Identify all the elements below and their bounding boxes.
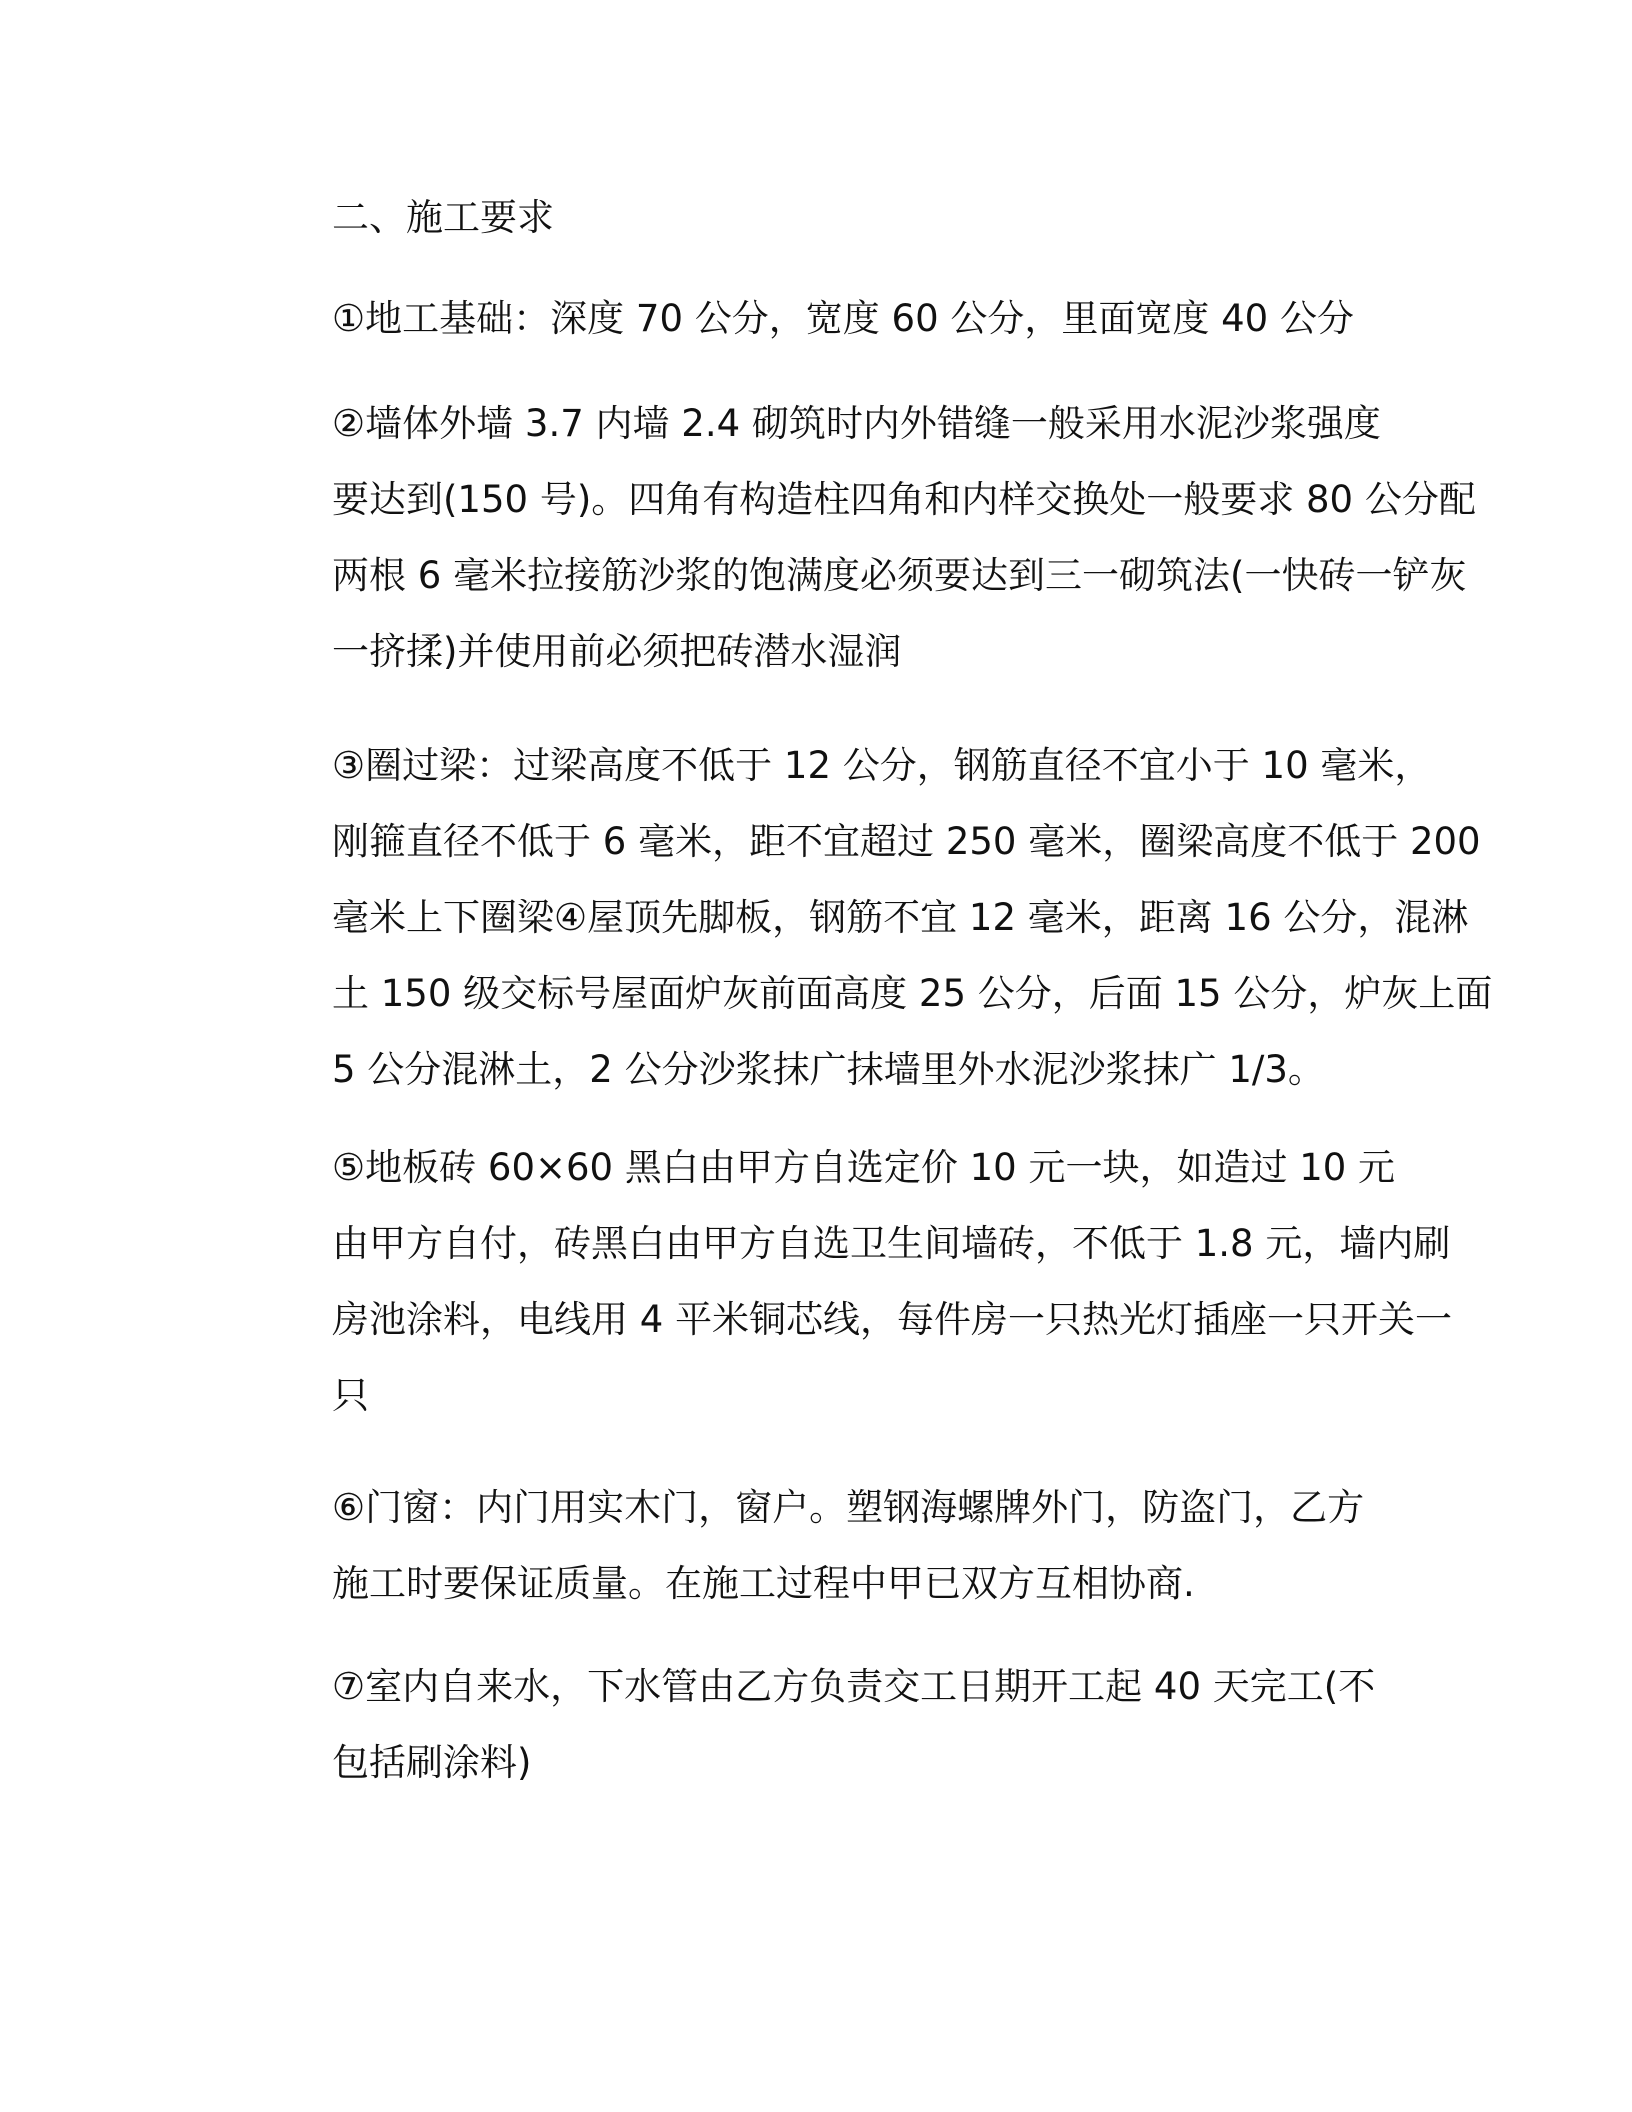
text-line: 一挤揉)并使用前必须把砖潜水湿润	[332, 630, 902, 673]
paragraph-beams-roof	[238, 728, 1493, 1108]
text-line: 包括刷涂料)	[332, 1741, 532, 1784]
paragraph-plumbing	[238, 1649, 1418, 1801]
text-line: 土 150 级交标号屋面炉灰前面高度 25 公分，后面 15 公分，炉灰上面	[332, 972, 1493, 1015]
text-line: 要达到(150 号)。四角有构造柱四角和内样交换处一般要求 80 公分配	[332, 478, 1476, 521]
text-line: 5 公分混淋土，2 公分沙浆抹广抹墙里外水泥沙浆抹广 1/3。	[332, 1048, 1325, 1091]
text-line: ②墙体外墙 3.7 内墙 2.4 砌筑时内外错缝一般采用水泥沙浆强度	[332, 402, 1381, 445]
text-line: ③圈过梁：过梁高度不低于 12 公分，钢筋直径不宜小于 10 毫米，	[332, 744, 1432, 787]
text-line: 房池涂料，电线用 4 平米铜芯线，每件房一只热光灯插座一只开关一	[332, 1298, 1453, 1341]
paragraph-walls	[238, 386, 1476, 690]
text-line: 施工时要保证质量。在施工过程中甲已双方互相协商.	[332, 1562, 1195, 1605]
paragraph-foundation	[238, 281, 1418, 357]
text-line: 由甲方自付，砖黑白由甲方自选卫生间墙砖，不低于 1.8 元，墙内刷	[332, 1222, 1451, 1265]
paragraph-floor-tiles	[238, 1130, 1453, 1434]
text-line: 只	[332, 1374, 369, 1417]
text-line: 刚箍直径不低于 6 毫米，距不宜超过 250 毫米，圈梁高度不低于 200	[332, 820, 1481, 863]
text-line: ①地工基础：深度 70 公分，宽度 60 公分，里面宽度 40 公分	[332, 297, 1354, 340]
section-heading: 二、施工要求	[332, 196, 554, 239]
text-line: 两根 6 毫米拉接筋沙浆的饱满度必须要达到三一砌筑法(一快砖一铲灰	[332, 554, 1467, 597]
text-line: ⑤地板砖 60×60 黑白由甲方自选定价 10 元一块，如造过 10 元	[332, 1146, 1396, 1189]
text-line: ⑦室内自来水，下水管由乙方负责交工日期开工起 40 天完工(不	[332, 1665, 1376, 1708]
paragraph-doors-windows	[238, 1470, 1418, 1622]
text-line: 毫米上下圈梁④屋顶先脚板，钢筋不宜 12 毫米，距离 16 公分，混淋	[332, 896, 1469, 939]
text-line: ⑥门窗：内门用实木门，窗户。塑钢海螺牌外门，防盗门，乙方	[332, 1486, 1365, 1529]
